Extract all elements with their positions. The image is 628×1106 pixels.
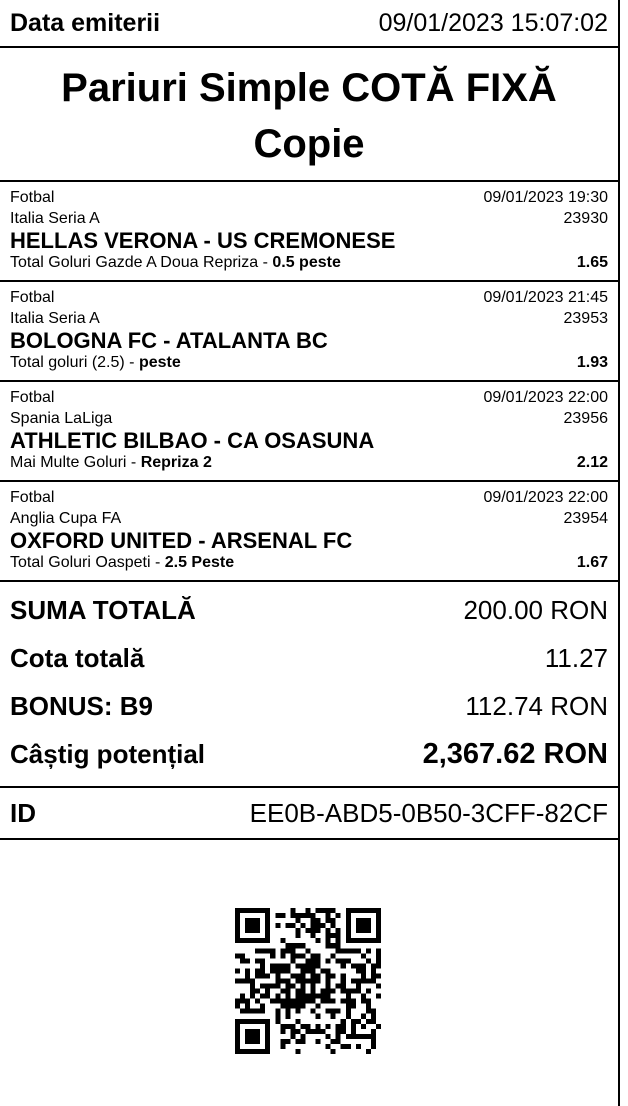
- event-item: [0, 382, 618, 482]
- event-league: Anglia Cupa FA: [10, 510, 122, 527]
- issue-date-value: 09/01/2023 15:07:02: [378, 8, 608, 37]
- qr-code-icon: [235, 908, 381, 1054]
- stake-label: SUMA TOTALĂ: [10, 594, 196, 625]
- event-sport: Fotbal: [10, 289, 55, 306]
- potential-win-row: [10, 730, 608, 778]
- event-pick: peste: [138, 354, 181, 371]
- ticket-id-row: [0, 788, 618, 840]
- potential-win-label: Câștig potențial: [10, 738, 206, 769]
- event-odd: 2.12: [576, 454, 608, 471]
- total-odds-row: [10, 634, 608, 682]
- event-datetime: 09/01/2023 21:45: [483, 289, 608, 306]
- event-sport: Fotbal: [10, 489, 55, 506]
- stake-value: 200.00 RON: [463, 594, 608, 625]
- total-odds-value: 11.27: [544, 642, 608, 673]
- stake-row: [10, 586, 608, 634]
- event-market: Total Goluri Oaspeti -: [10, 554, 165, 571]
- event-pick: Repriza 2: [140, 454, 212, 471]
- event-odd: 1.67: [576, 554, 608, 571]
- event-market: Total goluri (2.5) -: [10, 354, 139, 371]
- bonus-row: [10, 682, 608, 730]
- event-odd: 1.65: [576, 254, 608, 271]
- event-sport: Fotbal: [10, 389, 55, 406]
- event-datetime: 09/01/2023 19:30: [483, 189, 608, 206]
- event-datetime: 09/01/2023 22:00: [483, 489, 608, 506]
- ticket-title-copy: Copie: [253, 122, 365, 166]
- event-market: Total Goluri Gazde A Doua Repriza -: [10, 254, 273, 271]
- issue-date-row: [0, 0, 618, 48]
- event-pick: 2.5 Peste: [164, 554, 235, 571]
- ticket-title: [0, 48, 618, 182]
- event-pick: 0.5 peste: [272, 254, 341, 271]
- event-item: [0, 482, 618, 582]
- event-match: OXFORD UNITED - ARSENAL FC: [10, 528, 353, 553]
- event-league: Italia Seria A: [10, 310, 100, 327]
- potential-win-value: 2,367.62 RON: [422, 737, 608, 770]
- event-sport: Fotbal: [10, 189, 55, 206]
- ticket-title-main: Pariuri Simple COTĂ FIXĂ: [61, 66, 557, 110]
- event-odd: 1.93: [576, 354, 608, 371]
- bonus-value: 112.74 RON: [465, 690, 608, 721]
- event-league: Italia Seria A: [10, 210, 100, 227]
- event-code: 23954: [563, 510, 608, 527]
- event-code: 23930: [563, 210, 608, 227]
- event-match: HELLAS VERONA - US CREMONESE: [10, 228, 396, 253]
- event-market: Mai Multe Goluri -: [10, 454, 141, 471]
- event-code: 23953: [563, 310, 608, 327]
- event-item: [0, 282, 618, 382]
- bonus-label: BONUS: B9: [10, 690, 154, 721]
- issue-date-label: Data emiterii: [10, 8, 161, 37]
- event-code: 23956: [563, 410, 608, 427]
- event-datetime: 09/01/2023 22:00: [483, 389, 608, 406]
- event-match: BOLOGNA FC - ATALANTA BC: [10, 328, 328, 353]
- total-odds-label: Cota totală: [10, 642, 145, 673]
- event-league: Spania LaLiga: [10, 410, 113, 427]
- ticket-id-value: EE0B-ABD5-0B50-3CFF-82CF: [249, 797, 608, 828]
- ticket-id-label: ID: [10, 797, 36, 828]
- event-item: [0, 182, 618, 282]
- totals-section: [0, 582, 618, 788]
- event-match: ATHLETIC BILBAO - CA OSASUNA: [10, 428, 375, 453]
